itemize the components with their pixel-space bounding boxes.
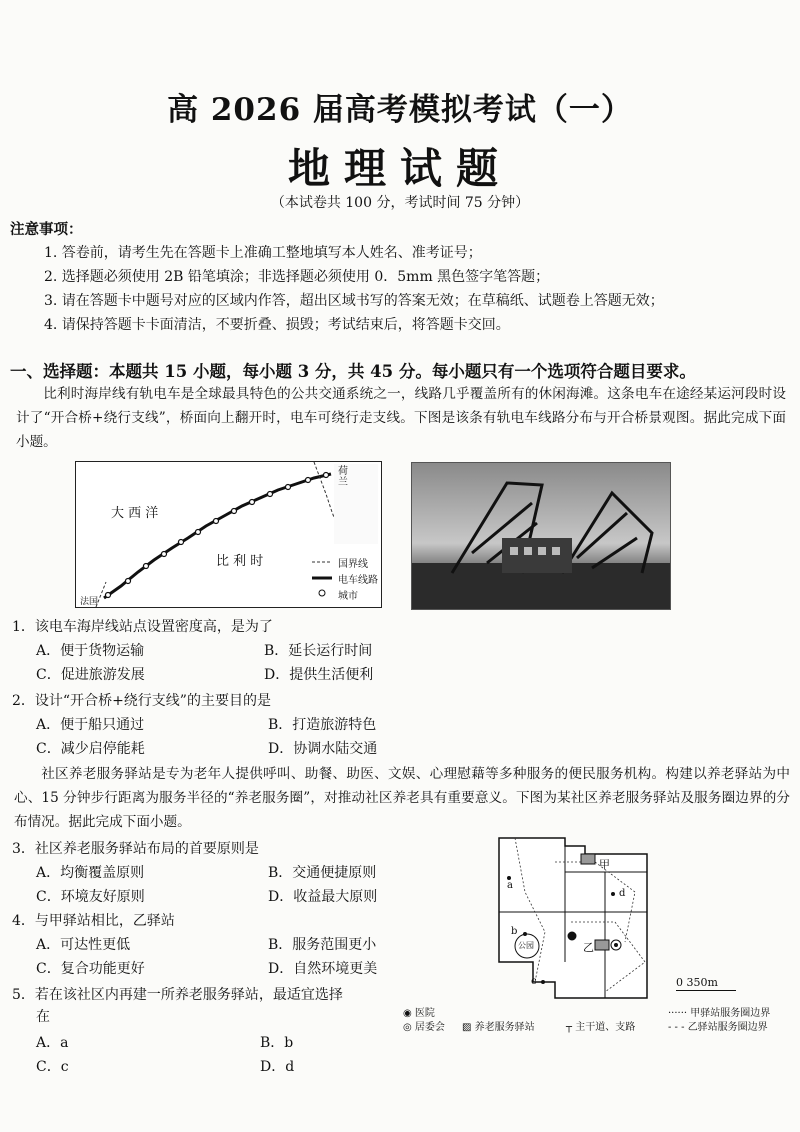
scale-bar-label: 0 350m bbox=[676, 976, 718, 989]
question-1-stem: 1．该电车海岸线站点设置密度高，是为了 bbox=[12, 619, 273, 635]
q2-option-c: C．减少启停能耗 bbox=[36, 741, 145, 757]
community-map-drawing bbox=[495, 832, 655, 1000]
bascule-bridge-photo bbox=[411, 462, 671, 610]
exam-title: 高 2026 届高考模拟考试（一） bbox=[167, 92, 633, 128]
bridge-illustration bbox=[412, 463, 670, 609]
notice-heading: 注意事项： bbox=[10, 221, 83, 238]
legend-city-symbol bbox=[319, 590, 325, 596]
q5-option-d: D．d bbox=[260, 1059, 295, 1075]
q1-option-a: A．便于货物运输 bbox=[36, 643, 145, 659]
label-a: a bbox=[507, 880, 513, 891]
q4-option-d: D．自然环境更美 bbox=[268, 961, 378, 977]
question-4-stem: 4．与甲驿站相比，乙驿站 bbox=[12, 913, 175, 929]
legend-tram-label: 电车线路 bbox=[338, 575, 378, 586]
legend-committee: ◎ 居委会 bbox=[403, 1022, 445, 1033]
notice-item-3: 3. 请在答题卡中题号对应的区域内作答，超出区域书写的答案无效；在草稿纸、试题卷上答题无效； bbox=[44, 293, 664, 309]
legend-hospital-label: 医院 bbox=[414, 1008, 435, 1019]
q4-option-a: A．可达性更低 bbox=[36, 937, 131, 953]
subject-title: 地理试题 bbox=[287, 144, 512, 193]
q4-option-c: C．复合功能更好 bbox=[36, 961, 145, 977]
q2-option-a: A．便于船只通过 bbox=[36, 717, 145, 733]
label-yi: 乙 bbox=[583, 941, 594, 954]
community-diagram bbox=[495, 832, 655, 1000]
scale-bar bbox=[676, 990, 736, 991]
q2-option-b: B．打造旅游特色 bbox=[268, 717, 377, 733]
legend-yi-boundary-label: 乙驿站服务圈边界 bbox=[687, 1022, 768, 1033]
hospital-icon bbox=[568, 932, 576, 940]
question-5-stem: 5．若在该社区内再建一所养老服务驿站，最适宜选择 bbox=[12, 987, 343, 1003]
legend-border-label: 国界线 bbox=[338, 559, 368, 570]
q1-option-c: C．促进旅游发展 bbox=[36, 667, 145, 683]
map-drawing bbox=[76, 462, 381, 607]
question-2-stem: 2．设计“开合桥+绕行支线”的主要目的是 bbox=[12, 693, 271, 709]
q5-option-a: A．a bbox=[36, 1035, 69, 1051]
tram-line bbox=[104, 474, 331, 598]
notice-item-4: 4. 请保持答题卡卡面清洁，不要折叠、损毁；考试结束后，将答题卡交回。 bbox=[44, 317, 510, 333]
map-label-ocean: 大 西 洋 bbox=[111, 506, 159, 521]
station-yi-icon bbox=[595, 940, 609, 950]
question-5-stem-cont: 在 bbox=[36, 1009, 50, 1025]
q5-option-c: C．c bbox=[36, 1059, 69, 1075]
label-b: b bbox=[511, 926, 518, 937]
label-c: c bbox=[531, 976, 537, 987]
notice-item-1: 1. 答卷前，请考生先在答题卡上准确工整地填写本人姓名、准考证号； bbox=[44, 245, 482, 261]
q5-option-b: B．b bbox=[260, 1035, 294, 1051]
legend-hospital: ◉ 医院 bbox=[403, 1008, 435, 1019]
q3-option-c: C．环境友好原则 bbox=[36, 889, 145, 905]
q2-option-d: D．协调水陆交通 bbox=[268, 741, 378, 757]
map-label-france: 法国 bbox=[80, 597, 99, 607]
station-jia-icon bbox=[581, 854, 595, 864]
intro-paragraph-2: 社区养老服务驿站是专为老年人提供呼叫、助餐、助医、文娱、心理慰藉等多种服务的便民服务机构。构建以养老驿站为中心、15 分钟步行距离为服务半径的“养老服务圈”，对推动社区养老具有重要意义。下图为某社区养老服务驿站及服务圈边界的分布情况。据此完成下面小题。 bbox=[14, 766, 790, 830]
exam-info: （本试卷共 100 分，考试时间 75 分钟） bbox=[270, 195, 530, 211]
q1-option-b: B．延长运行时间 bbox=[264, 643, 373, 659]
legend-roads: ┬ 主干道、支路 bbox=[566, 1022, 636, 1033]
legend-station-label: 养老服务驿站 bbox=[474, 1022, 535, 1033]
tram-route-map bbox=[75, 461, 382, 608]
intro-paragraph-1: 比利时海岸线有轨电车是全球最具特色的公共交通系统之一，线路几乎覆盖所有的休闲海滩。这条电车在途经某运河段时设计了“开合桥+绕行支线”，桥面向上翻开时，电车可绕行走支线。下图是该条有轨电车线路分布与开合桥景观图。据此完成下面小题。 bbox=[16, 386, 786, 450]
legend-yi-boundary: - - - 乙驿站服务圈边界 bbox=[668, 1022, 768, 1033]
q3-option-b: B．交通便捷原则 bbox=[268, 865, 377, 881]
q3-option-a: A．均衡覆盖原则 bbox=[36, 865, 145, 881]
q1-option-d: D．提供生活便利 bbox=[264, 667, 374, 683]
legend-city-label: 城市 bbox=[338, 591, 358, 602]
legend-station: ▨ 养老服务驿站 bbox=[462, 1022, 535, 1033]
label-d: d bbox=[619, 888, 626, 899]
notice-item-2: 2. 选择题必须使用 2B 铅笔填涂；非选择题必须使用 0．5mm 黑色签字笔答题； bbox=[44, 269, 550, 285]
legend-roads-label: 主干道、支路 bbox=[575, 1022, 636, 1033]
label-jia: 甲 bbox=[599, 858, 610, 871]
map-label-country: 比 利 时 bbox=[216, 554, 264, 569]
map-label-netherlands: 荷兰 bbox=[338, 466, 348, 488]
legend-committee-label: 居委会 bbox=[414, 1022, 445, 1033]
city-markers bbox=[106, 473, 329, 598]
q3-option-d: D．收益最大原则 bbox=[268, 889, 378, 905]
q4-option-b: B．服务范围更小 bbox=[268, 937, 377, 953]
question-3-stem: 3．社区养老服务驿站布局的首要原则是 bbox=[12, 841, 259, 857]
legend-jia-boundary-label: 甲驿站服务圈边界 bbox=[690, 1008, 771, 1019]
section-heading: 一、选择题：本题共 15 小题，每小题 3 分，共 45 分。每小题只有一个选项符合题目要求。 bbox=[10, 362, 696, 381]
label-park: 公园 bbox=[518, 941, 534, 950]
legend-jia-boundary: ······ 甲驿站服务圈边界 bbox=[668, 1008, 771, 1019]
